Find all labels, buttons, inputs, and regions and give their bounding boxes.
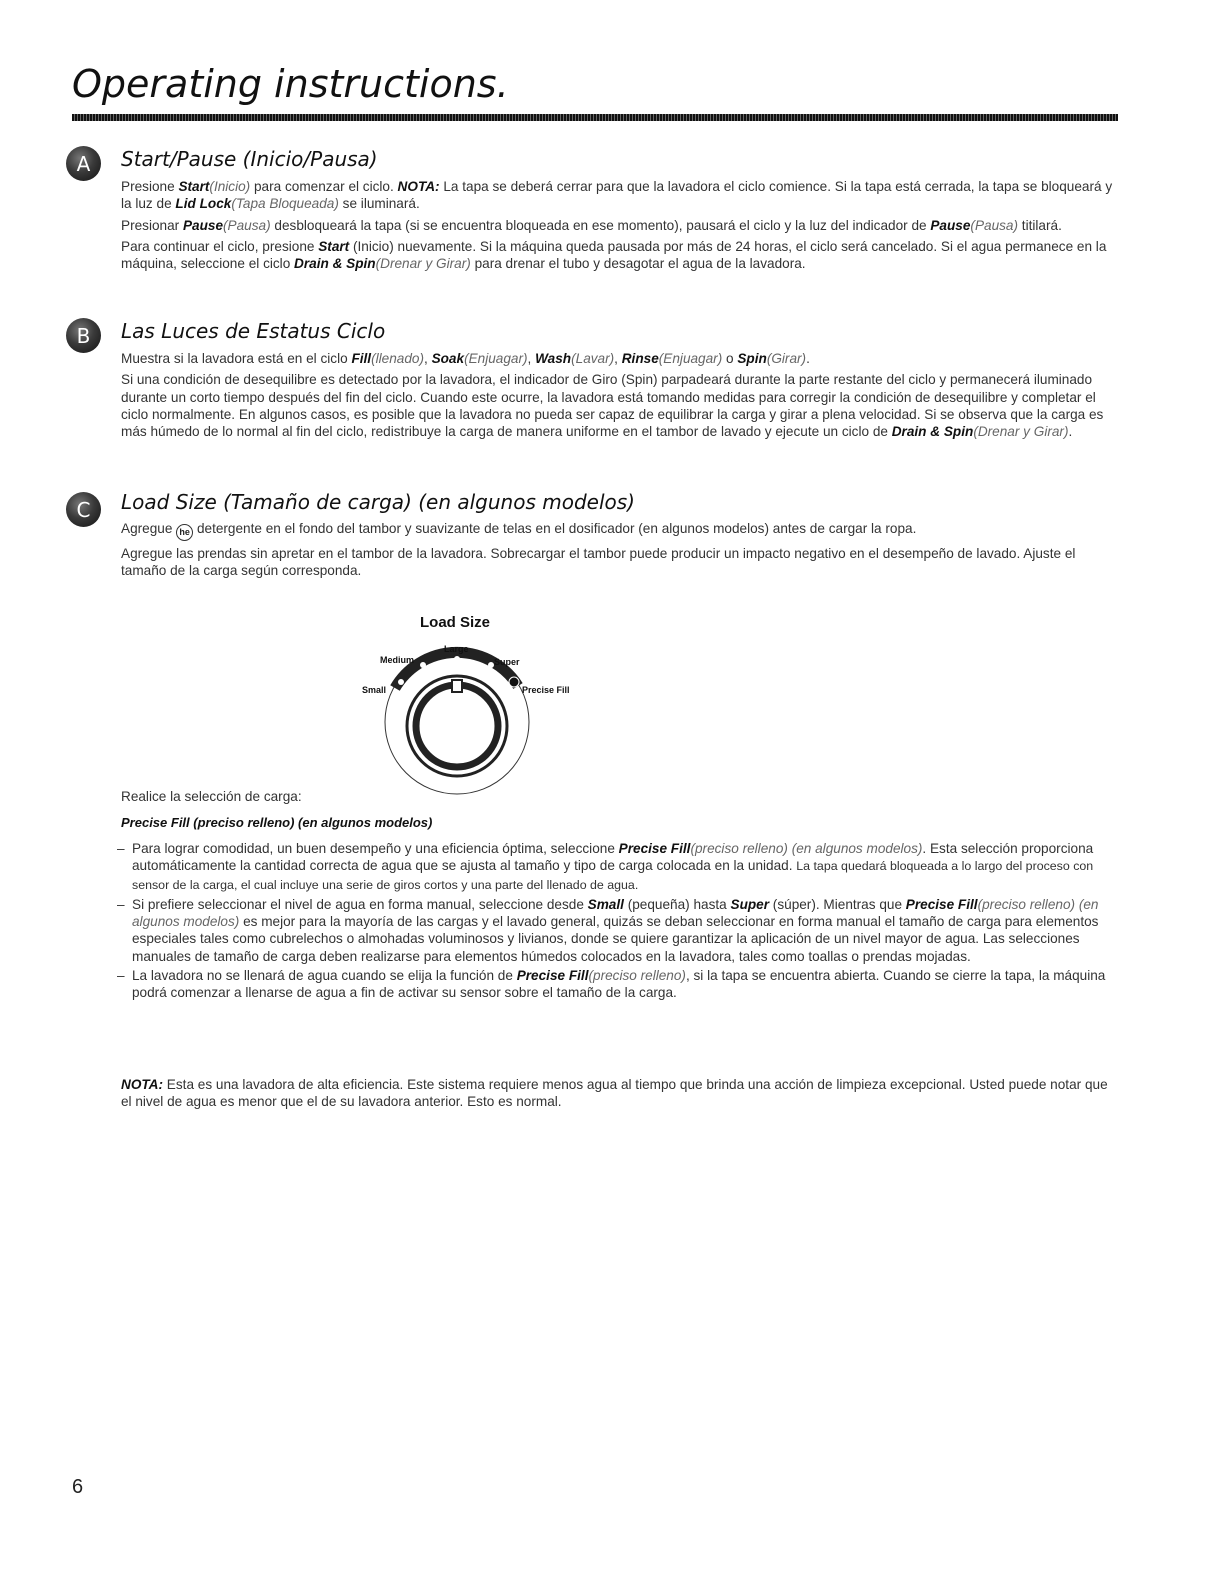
dial-dot-precise-fill bbox=[509, 677, 519, 687]
dial-label-precise-fill: Precise Fill bbox=[522, 685, 570, 695]
section-body-load-size bbox=[121, 520, 1121, 584]
section-badge-b: B bbox=[66, 318, 101, 353]
paragraph: Muestra si la lavadora está en el ciclo Fill(llenado), Soak(Enjuagar), Wash(Lavar), Rinse(Enjuagar) o Spin(Girar). bbox=[121, 351, 810, 366]
page-number: 6 bbox=[72, 1476, 84, 1498]
list-item: – La lavadora no se llenará de agua cuando se elija la función de Precise Fill(preciso relleno), si la tapa se encuentra abierta. Cuando se cierre la tapa, la máquina podrá comenzar a llenarse de agua a fin de activar su sensor sobre el tamaño de la carga. bbox=[117, 968, 1106, 1001]
section-heading-start-pause: Start/Pause (Inicio/Pausa) bbox=[121, 147, 378, 171]
section-body-start-pause bbox=[121, 178, 1121, 276]
dial-pointer bbox=[452, 680, 462, 692]
paragraph: Agregue las prendas sin apretar en el tambor de la lavadora. Sobrecargar el tambor puede producir un impacto negativo en el desempeño de lavado. Ajuste el tamaño de la carga según corresponda. bbox=[121, 546, 1076, 579]
section-heading-status-lights: Las Luces de Estatus Ciclo bbox=[121, 319, 386, 343]
he-detergent-icon: he bbox=[176, 524, 193, 541]
load-size-dial bbox=[350, 640, 610, 810]
list-item: – Para lograr comodidad, un buen desempeño y una eficiencia óptima, seleccione Precise Fill(preciso relleno) (en algunos modelos). Esta selección proporciona automáticamente la cantidad correcta de agua que se ajusta al tamaño y tipo de carga colocada en la unidad. La tapa quedará bloqueada a lo largo del proceso con sensor de la carga, el cual incluye una serie de giros cortos y una parte del llenado de agua. bbox=[117, 841, 1094, 892]
paragraph: Presionar Pause(Pausa) desbloqueará la tapa (si se encuentra bloqueada en ese momento), pausará el ciclo y la luz del indicador de Pause(Pausa) titilará. bbox=[121, 217, 1062, 233]
dial-label-super: Super bbox=[494, 657, 520, 667]
load-selection-text: Realice la selección de carga: bbox=[121, 789, 302, 804]
dial-label-medium: Medium bbox=[380, 655, 415, 665]
list-item: – Si prefiere seleccionar el nivel de agua en forma manual, seleccione desde Small (pequeña) hasta Super (súper). Mientras que Precise Fill(preciso relleno) (en algunos modelos) es mejor para la mayoría de las cargas y el lavado general, quizás se deban seleccionar en forma manual el tamaño de carga para elementos especiales tales como cubrelechos o almohadas voluminosos y livianos, donde se quiere garantizar la aplicación de un nivel mayor de agua. Las selecciones manuales de tamaño de carga deben realizarse para elementos húmedos colocados en la lavadora, tales como toallas o prendas mojadas. bbox=[117, 896, 1099, 964]
paragraph: Presione Start(Inicio) para comenzar el ciclo. NOTA: La tapa se deberá cerrar para que la lavadora el ciclo comience. Si la tapa está cerrada, la tapa se bloqueará y la luz de Lid Lock(Tapa Bloqueada) se iluminará. bbox=[121, 179, 1113, 212]
dial-dot-medium bbox=[420, 662, 426, 668]
high-efficiency-note: NOTA: Esta es una lavadora de alta eficiencia. Este sistema requiere menos agua al tiempo que brinda una acción de limpieza excepcional. Usted puede notar que el nivel de agua es menor que el de su lavadora anterior. Esto es normal. bbox=[121, 1077, 1108, 1110]
load-size-dial-title: Load Size bbox=[420, 614, 491, 631]
dial-dot-small bbox=[398, 679, 404, 685]
precise-fill-list bbox=[117, 840, 1117, 1004]
paragraph: Agregue he detergente en el fondo del tambor y suavizante de telas en el dosificador (en algunos modelos) antes de cargar la ropa. bbox=[121, 520, 1121, 541]
dial-dot-large bbox=[454, 656, 460, 662]
title-rule bbox=[72, 114, 1118, 121]
section-badge-c: C bbox=[66, 492, 101, 527]
dial-label-small: Small bbox=[362, 685, 387, 695]
paragraph: Para continuar el ciclo, presione Start (Inicio) nuevamente. Si la máquina queda pausada por más de 24 horas, el ciclo será cancelado. Si el agua permanece en la máquina, seleccione el ciclo Drain & Spin(Drenar y Girar) para drenar el tubo y desagotar el agua de la lavadora. bbox=[121, 238, 1107, 272]
page-title: Operating instructions. bbox=[72, 62, 509, 106]
section-badge-a: A bbox=[66, 146, 101, 181]
section-body-status-lights bbox=[121, 350, 1121, 444]
dial-knob-inner bbox=[416, 685, 498, 767]
section-heading-load-size: Load Size (Tamaño de carga) (en algunos modelos) bbox=[121, 490, 635, 514]
precise-fill-subhead: Precise Fill (preciso relleno) (en algunos modelos) bbox=[121, 815, 433, 830]
paragraph: Si una condición de desequilibre es detectado por la lavadora, el indicador de Giro (Spin) parpadeará durante la parte restante del ciclo y permanecerá iluminado durante un corto tiempo después del fin del ciclo. Cuando este ocurre, la lavadora está tomando medidas para corregir la condición de desequilibre y completar el ciclo normalmente. En algunos casos, es posible que la lavadora no pueda ser capaz de equilibrar la carga y girar a plena velocidad. Si se observa que la carga es más húmedo de lo normal al fin del ciclo, redistribuye la carga de manera uniforme en el tambor de lavado y ejecute un ciclo de Drain & Spin(Drenar y Girar). bbox=[121, 372, 1104, 440]
dial-label-large: Large bbox=[444, 644, 469, 654]
